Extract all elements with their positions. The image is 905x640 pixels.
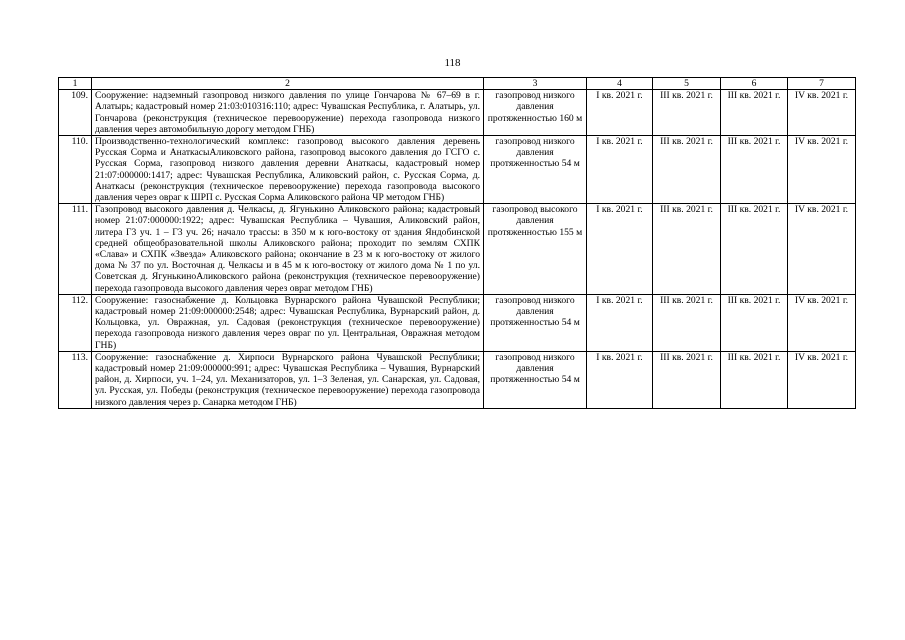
pipeline-type: газопровод низкого давления протяженностью 54 м	[484, 136, 587, 204]
table-row	[59, 351, 856, 408]
table-row	[59, 294, 856, 351]
page-number: 118	[444, 57, 461, 69]
quarter-cell: IV кв. 2021 г.	[788, 351, 856, 408]
quarter-cell: III кв. 2021 г.	[653, 204, 721, 295]
quarter-cell: III кв. 2021 г.	[653, 90, 721, 136]
data-table	[58, 77, 856, 409]
quarter-cell: I кв. 2021 г.	[587, 204, 653, 295]
object-description: Сооружение: газоснабжение д. Кольцовка Вурнарского района Чувашской Республики; кадастровый номер 21:09:000000:2548; адрес: Чувашская Республика, Вурнарский район, д. Кольцовка, ул. Овражная, ул. Садовая (реконструкция (техническое перевооружение) перехода газопровода низкого давления через овраг по ул. Центральная, Овражная методом ГНБ)	[92, 294, 484, 351]
quarter-cell: III кв. 2021 г.	[721, 294, 788, 351]
header-row	[59, 78, 856, 90]
quarter-cell: III кв. 2021 г.	[721, 351, 788, 408]
quarter-cell: I кв. 2021 г.	[587, 294, 653, 351]
pipeline-type: газопровод низкого давления протяженностью 160 м	[484, 90, 587, 136]
row-number: 112.	[59, 294, 92, 351]
column-header: 7	[788, 78, 856, 90]
pipeline-type: газопровод высокого давления протяженностью 155 м	[484, 204, 587, 295]
row-number: 110.	[59, 136, 92, 204]
pipeline-type: газопровод низкого давления протяженностью 54 м	[484, 351, 587, 408]
column-header: 1	[59, 78, 92, 90]
column-header: 4	[587, 78, 653, 90]
quarter-cell: IV кв. 2021 г.	[788, 204, 856, 295]
column-header: 5	[653, 78, 721, 90]
pipeline-type: газопровод низкого давления протяженностью 54 м	[484, 294, 587, 351]
quarter-cell: IV кв. 2021 г.	[788, 90, 856, 136]
table-row	[59, 90, 856, 136]
quarter-cell: I кв. 2021 г.	[587, 351, 653, 408]
quarter-cell: III кв. 2021 г.	[653, 351, 721, 408]
object-description: Газопровод высокого давления д. Челкасы, д. Ягунькино Аликовского района; кадастровый номер 21:07:000000:1922; адрес: Чувашская Республика – Чувашия, Аликовский район, литера Г3 уч. 1 – Г3 уч. 26; начало трассы: в 350 м к юго-востоку от здания Яндобинской средней общеобразовательной школы Аликовского района; проходит по землям СХПК «Слава» и СХПК «Звезда» Аликовского района; окончание в 23 м к юго-востоку от жилого дома № 37 по ул. Восточная д. Челкасы и в 45 м к юго-востоку от жилого дома № 1 по ул. Советская д. ЯгунькиноАликовского района (реконструкция (техническое перевооружение) перехода газопровода высокого давления через овраг методом ГНБ)	[92, 204, 484, 295]
column-header: 6	[721, 78, 788, 90]
quarter-cell: III кв. 2021 г.	[721, 204, 788, 295]
row-number: 111.	[59, 204, 92, 295]
object-description: Сооружение: надземный газопровод низкого давления по улице Гончарова № 67–69 в г. Алатырь; кадастровый номер 21:03:010316:110; адрес: Чувашская Республика, г. Алатырь, ул. Гончарова (реконструкция (техническое перевооружение) перехода газопровода низкого давления через автомобильную дорогу методом ГНБ)	[92, 90, 484, 136]
quarter-cell: IV кв. 2021 г.	[788, 294, 856, 351]
quarter-cell: IV кв. 2021 г.	[788, 136, 856, 204]
quarter-cell: I кв. 2021 г.	[587, 136, 653, 204]
table-row	[59, 136, 856, 204]
quarter-cell: I кв. 2021 г.	[587, 90, 653, 136]
object-description: Сооружение: газоснабжение д. Хирпоси Вурнарского района Чувашской Республики; кадастровый номер 21:09:000000:991; адрес: Чувашская Республика – Чувашия, Вурнарский район, д. Хирпоси, уч. 1–24, ул. Механизаторов, ул. 1–3 Зеленая, ул. Санарская, ул. Садовая, ул. Русская, ул. Победы (реконструкция (техническое перевооружение) перехода газопровода низкого давления через р. Санарка методом ГНБ)	[92, 351, 484, 408]
column-header: 2	[92, 78, 484, 90]
quarter-cell: III кв. 2021 г.	[721, 90, 788, 136]
object-description: Производственно-технологический комплекс: газопровод высокого давления деревень Русская Сорма и АнаткасыАликовского района, газопровод высокого давления до ГСГО с. Русская Сорма, газопровод низкого давления деревни Анаткасы, кадастровый номер 21:07:000000:1417; адрес: Чувашская Республика, Аликовский район, с. Русская Сорма, д. Анаткасы (реконструкция (техническое перевооружение) перехода газопровода высокого давления через овраг к ШРП с. Русская Сорма Аликовского района ЧР методом ГНБ)	[92, 136, 484, 204]
column-header: 3	[484, 78, 587, 90]
quarter-cell: III кв. 2021 г.	[653, 136, 721, 204]
quarter-cell: III кв. 2021 г.	[721, 136, 788, 204]
row-number: 109.	[59, 90, 92, 136]
quarter-cell: III кв. 2021 г.	[653, 294, 721, 351]
table-row	[59, 204, 856, 295]
row-number: 113.	[59, 351, 92, 408]
